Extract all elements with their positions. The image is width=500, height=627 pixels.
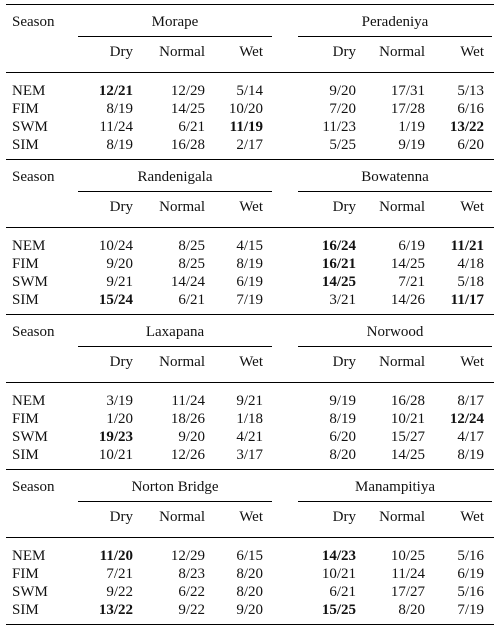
column-header: Normal (379, 354, 425, 370)
column-header: Wet (460, 199, 484, 215)
table-cell: 5/13 (457, 83, 484, 99)
table-cell: 14/25 (390, 256, 425, 272)
column-header: Dry (109, 199, 133, 215)
table-cell: 9/22 (106, 584, 133, 600)
table-cell: 15/25 (321, 602, 356, 618)
row-season-label: FIM (12, 411, 39, 427)
column-header: Dry (109, 44, 133, 60)
site-underline (78, 36, 272, 37)
table-cell: 14/23 (321, 548, 356, 564)
header-rule (6, 382, 494, 383)
table-cell: 10/21 (390, 411, 425, 427)
site-underline (78, 191, 272, 192)
table-cell: 7/19 (457, 602, 484, 618)
row-season-label: SIM (12, 602, 39, 618)
season-header: Season (12, 479, 55, 495)
table-cell: 17/31 (390, 83, 425, 99)
row-season-label: NEM (12, 393, 46, 409)
column-header: Normal (159, 509, 205, 525)
site-name: Randenigala (137, 169, 213, 185)
table-cell: 10/25 (390, 548, 425, 564)
table-cell: 6/19 (398, 238, 425, 254)
table-cell: 8/23 (178, 566, 205, 582)
season-header: Season (12, 14, 55, 30)
table-cell: 8/19 (106, 101, 133, 117)
table-cell: 14/25 (321, 274, 356, 290)
site-name: Norwood (366, 324, 424, 340)
table-cell: 11/19 (229, 119, 263, 135)
site-underline (78, 501, 272, 502)
table-cell: 6/21 (178, 119, 205, 135)
table-cell: 9/20 (236, 602, 263, 618)
table-cell: 3/19 (106, 393, 133, 409)
column-header: Dry (332, 199, 356, 215)
table-cell: 3/17 (236, 447, 263, 463)
column-header: Normal (159, 354, 205, 370)
table-cell: 9/20 (106, 256, 133, 272)
table-cell: 7/21 (106, 566, 133, 582)
site-name: Peradeniya (361, 14, 429, 30)
table-cell: 6/20 (457, 137, 484, 153)
table-cell: 11/23 (322, 119, 356, 135)
table-block (6, 159, 494, 314)
table-cell: 9/22 (178, 602, 205, 618)
column-header: Wet (460, 354, 484, 370)
table-cell: 7/19 (236, 292, 263, 308)
table-cell: 16/28 (170, 137, 205, 153)
table-cell: 9/21 (106, 274, 133, 290)
season-header: Season (12, 324, 55, 340)
table-cell: 9/21 (236, 393, 263, 409)
table-cell: 6/19 (236, 274, 263, 290)
table-cell: 6/22 (178, 584, 205, 600)
table-cell: 18/26 (170, 411, 205, 427)
column-header: Normal (379, 44, 425, 60)
table-cell: 11/24 (99, 119, 133, 135)
table-cell: 8/19 (236, 256, 263, 272)
table-cell: 5/16 (457, 584, 484, 600)
table-cell: 14/24 (170, 274, 205, 290)
header-rule (6, 227, 494, 228)
table-cell: 1/18 (236, 411, 263, 427)
table-cell: 6/21 (329, 584, 356, 600)
row-season-label: FIM (12, 256, 39, 272)
table-block (6, 314, 494, 469)
table-cell: 12/29 (170, 548, 205, 564)
table-cell: 10/24 (98, 238, 133, 254)
column-header: Normal (159, 199, 205, 215)
table-cell: 5/16 (457, 548, 484, 564)
table-cell: 8/17 (457, 393, 484, 409)
table-cell: 16/21 (321, 256, 356, 272)
table-cell: 13/22 (449, 119, 484, 135)
table-cell: 4/17 (457, 429, 484, 445)
row-season-label: NEM (12, 238, 46, 254)
table-cell: 11/24 (171, 393, 205, 409)
table-cell: 14/25 (170, 101, 205, 117)
table-cell: 6/16 (457, 101, 484, 117)
table-cell: 8/25 (178, 238, 205, 254)
column-header: Dry (109, 509, 133, 525)
table-cell: 8/19 (329, 411, 356, 427)
row-season-label: NEM (12, 83, 46, 99)
table-cell: 8/20 (236, 584, 263, 600)
row-season-label: FIM (12, 566, 39, 582)
site-name: Norton Bridge (131, 479, 219, 495)
table-cell: 9/19 (329, 393, 356, 409)
column-header: Wet (239, 509, 263, 525)
row-season-label: SWM (12, 429, 48, 445)
site-name: Laxapana (145, 324, 205, 340)
table-cell: 14/25 (390, 447, 425, 463)
column-header: Wet (239, 354, 263, 370)
column-header: Wet (239, 199, 263, 215)
column-header: Dry (332, 44, 356, 60)
site-name: Manampitiya (355, 479, 435, 495)
table-cell: 12/21 (98, 83, 133, 99)
table-cell: 19/23 (98, 429, 133, 445)
column-header: Normal (159, 44, 205, 60)
table-cell: 4/15 (236, 238, 263, 254)
table-cell: 1/20 (106, 411, 133, 427)
table-cell: 11/21 (450, 238, 484, 254)
table-cell: 2/17 (236, 137, 263, 153)
column-header: Dry (109, 354, 133, 370)
table-cell: 12/26 (170, 447, 205, 463)
row-season-label: SIM (12, 447, 39, 463)
table-cell: 8/19 (457, 447, 484, 463)
row-season-label: SWM (12, 274, 48, 290)
table-cell: 1/19 (398, 119, 425, 135)
row-season-label: NEM (12, 548, 46, 564)
table-cell: 8/19 (106, 137, 133, 153)
table-cell: 3/21 (329, 292, 356, 308)
header-rule (6, 537, 494, 538)
site-underline (298, 191, 492, 192)
header-rule (6, 72, 494, 73)
site-underline (78, 346, 272, 347)
table-cell: 13/22 (98, 602, 133, 618)
site-underline (298, 501, 492, 502)
table-cell: 17/27 (390, 584, 425, 600)
table-cell: 6/15 (236, 548, 263, 564)
table-cell: 5/18 (457, 274, 484, 290)
table-cell: 8/25 (178, 256, 205, 272)
table-cell: 4/21 (236, 429, 263, 445)
table-cell: 11/17 (450, 292, 484, 308)
column-header: Dry (332, 354, 356, 370)
column-header: Dry (332, 509, 356, 525)
table-cell: 6/21 (178, 292, 205, 308)
table-cell: 6/19 (457, 566, 484, 582)
table-cell: 12/29 (170, 83, 205, 99)
table-cell: 6/20 (329, 429, 356, 445)
seasonal-results-table (6, 4, 494, 625)
table-cell: 12/24 (449, 411, 484, 427)
table-cell: 8/20 (398, 602, 425, 618)
site-underline (298, 36, 492, 37)
table-cell: 11/24 (391, 566, 425, 582)
column-header: Normal (379, 199, 425, 215)
table-cell: 15/27 (390, 429, 425, 445)
table-cell: 10/21 (321, 566, 356, 582)
season-header: Season (12, 169, 55, 185)
table-block (6, 469, 494, 625)
table-cell: 16/24 (321, 238, 356, 254)
column-header: Normal (379, 509, 425, 525)
table-cell: 7/20 (329, 101, 356, 117)
table-cell: 7/21 (398, 274, 425, 290)
row-season-label: SIM (12, 137, 39, 153)
table-cell: 9/20 (329, 83, 356, 99)
table-cell: 16/28 (390, 393, 425, 409)
site-name: Morape (151, 14, 199, 30)
site-underline (298, 346, 492, 347)
column-header: Wet (239, 44, 263, 60)
row-season-label: SWM (12, 584, 48, 600)
row-season-label: SIM (12, 292, 39, 308)
table-cell: 10/21 (98, 447, 133, 463)
table-cell: 10/20 (228, 101, 263, 117)
table-cell: 9/19 (398, 137, 425, 153)
table-cell: 8/20 (236, 566, 263, 582)
table-cell: 5/14 (236, 83, 263, 99)
table-cell: 17/28 (390, 101, 425, 117)
table-cell: 15/24 (98, 292, 133, 308)
table-cell: 4/18 (457, 256, 484, 272)
table-block (6, 4, 494, 159)
table-cell: 5/25 (329, 137, 356, 153)
row-season-label: SWM (12, 119, 48, 135)
column-header: Wet (460, 509, 484, 525)
table-cell: 14/26 (390, 292, 425, 308)
table-cell: 8/20 (329, 447, 356, 463)
site-name: Bowatenna (361, 169, 429, 185)
table-cell: 11/20 (99, 548, 133, 564)
column-header: Wet (460, 44, 484, 60)
table-cell: 9/20 (178, 429, 205, 445)
row-season-label: FIM (12, 101, 39, 117)
